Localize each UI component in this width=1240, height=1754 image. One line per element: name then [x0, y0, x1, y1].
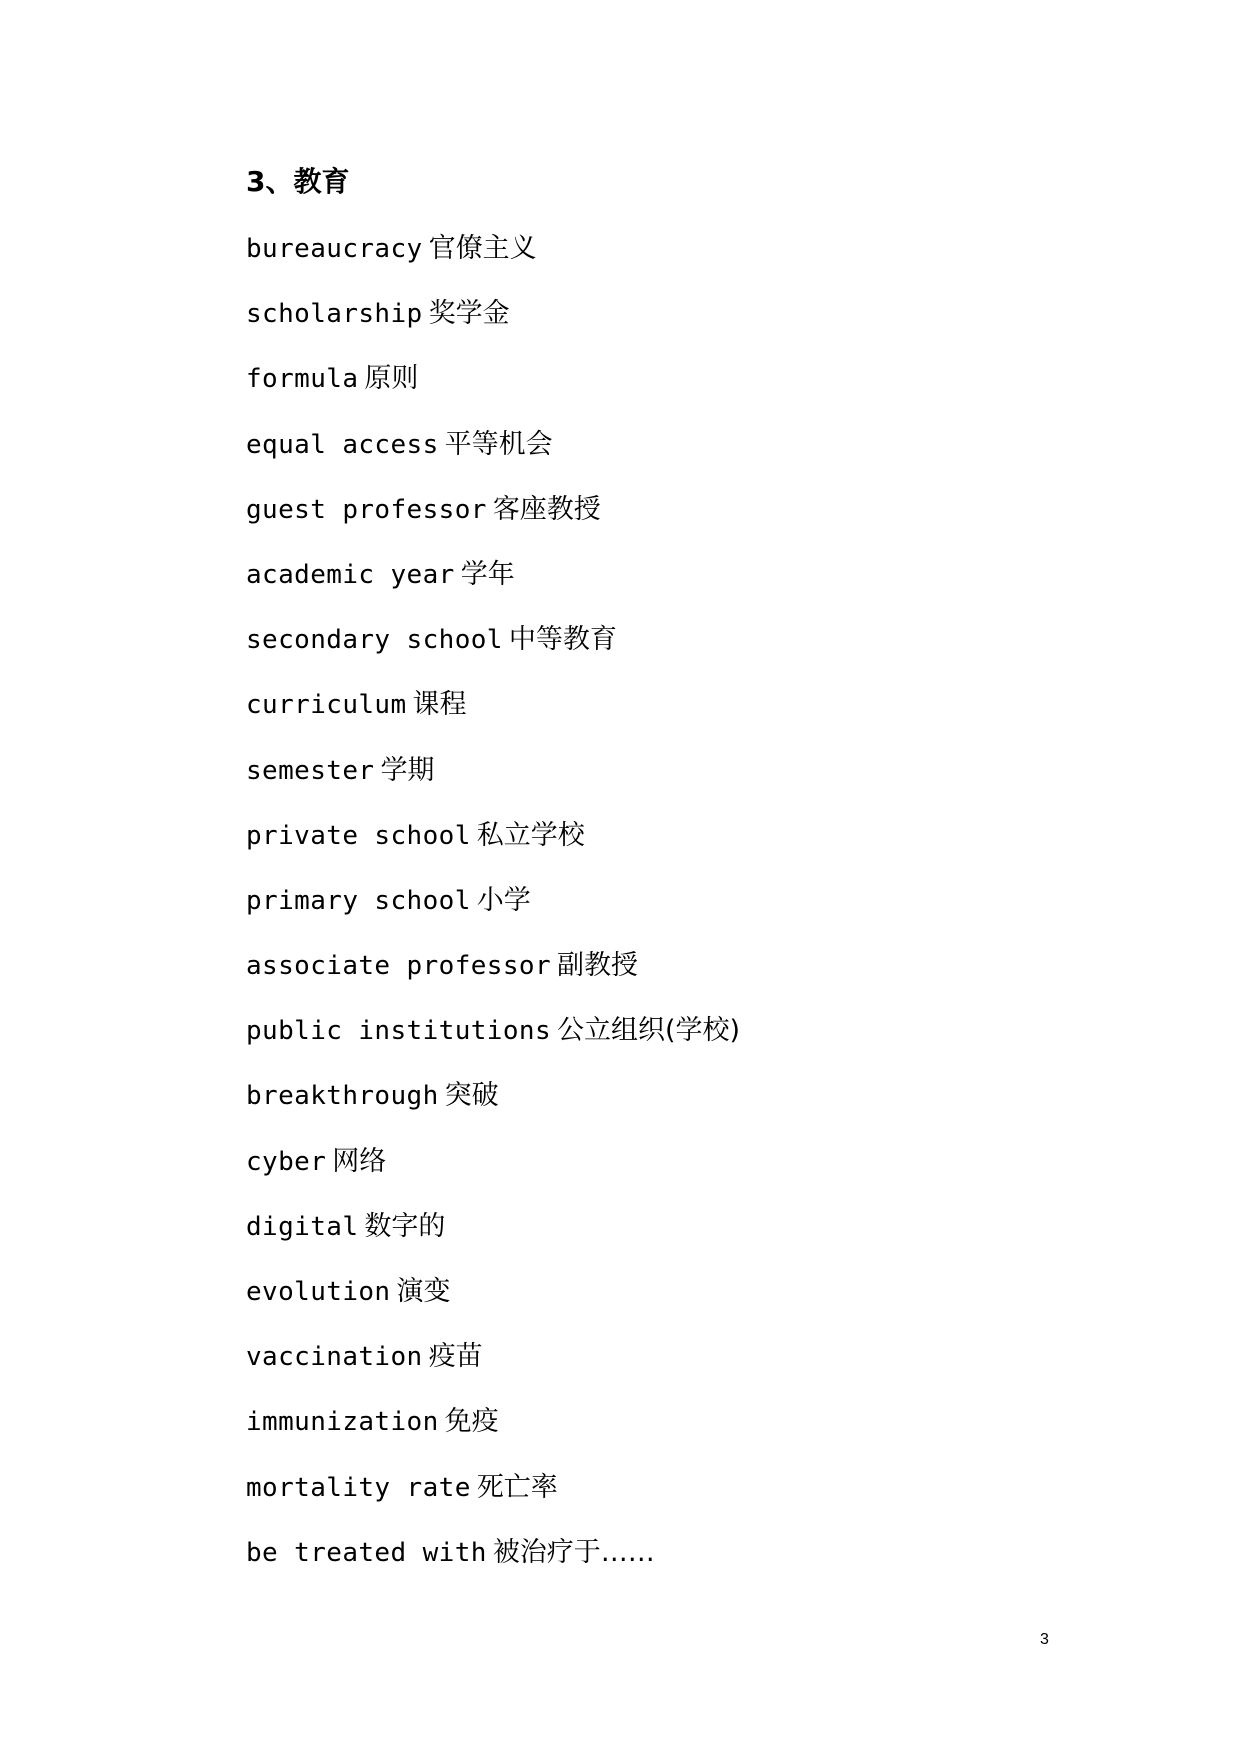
vocab-term: equal access	[246, 429, 439, 460]
vocab-gloss: 课程	[412, 689, 467, 721]
vocabulary-list	[246, 228, 740, 1597]
vocab-entry	[246, 554, 740, 619]
vocab-entry	[246, 945, 740, 1010]
vocab-term: academic year	[246, 559, 455, 590]
vocab-gloss: 中等教育	[508, 624, 617, 656]
vocab-entry	[246, 1467, 740, 1532]
vocab-entry	[246, 1141, 740, 1206]
vocab-gloss: 私立学校	[476, 819, 585, 851]
vocab-gloss: 被治疗于……	[492, 1536, 655, 1568]
vocab-term: private school	[246, 820, 471, 851]
vocab-entry	[246, 424, 740, 489]
vocab-gloss: 客座教授	[492, 493, 601, 525]
vocab-gloss: 官僚主义	[428, 233, 537, 264]
vocab-gloss: 原则	[364, 363, 419, 395]
vocab-term: semester	[246, 755, 375, 786]
section-heading: 3、教育	[246, 165, 350, 198]
vocab-entry	[246, 293, 740, 358]
vocab-gloss: 小学	[476, 884, 531, 916]
vocab-term: evolution	[246, 1277, 391, 1307]
vocab-entry	[246, 1401, 740, 1466]
vocab-entry	[246, 880, 740, 945]
vocab-entry	[246, 489, 740, 554]
vocab-term: primary school	[246, 885, 471, 916]
vocab-term: be treated with	[246, 1537, 487, 1568]
vocab-gloss: 学年	[460, 558, 515, 590]
vocab-entry	[246, 750, 740, 815]
vocab-term: curriculum	[246, 690, 407, 721]
vocab-gloss: 公立组织(学校)	[557, 1015, 741, 1047]
vocab-gloss: 疫苗	[428, 1341, 483, 1373]
vocab-term: public institutions	[246, 1016, 552, 1047]
vocab-term: bureaucracy	[246, 234, 423, 264]
vocab-term: formula	[246, 364, 359, 395]
vocab-entry	[246, 619, 740, 684]
vocab-term: digital	[246, 1211, 359, 1242]
vocab-entry	[246, 228, 740, 293]
vocab-term: associate professor	[246, 951, 552, 982]
vocab-gloss: 免疫	[444, 1406, 499, 1438]
vocab-gloss: 奖学金	[428, 298, 510, 330]
vocab-gloss: 演变	[396, 1276, 451, 1307]
vocab-entry	[246, 684, 740, 749]
vocab-gloss: 平等机会	[444, 428, 553, 460]
page-number: 3	[1040, 1631, 1049, 1648]
vocab-entry	[246, 1336, 740, 1401]
vocab-entry	[246, 1206, 740, 1271]
vocab-term: cyber	[246, 1146, 327, 1177]
vocab-entry	[246, 1075, 740, 1140]
vocab-entry	[246, 1271, 740, 1336]
vocab-gloss: 网络	[332, 1145, 387, 1177]
vocab-gloss: 学期	[380, 754, 435, 786]
vocab-gloss: 数字的	[364, 1210, 446, 1242]
vocab-entry	[246, 815, 740, 880]
vocab-gloss: 副教授	[557, 950, 639, 982]
vocab-entry	[246, 358, 740, 423]
vocab-entry	[246, 1532, 740, 1597]
vocab-term: immunization	[246, 1407, 439, 1438]
vocab-term: scholarship	[246, 299, 423, 330]
vocab-gloss: 死亡率	[476, 1471, 558, 1503]
vocab-term: guest professor	[246, 494, 487, 525]
vocab-gloss: 突破	[444, 1080, 499, 1112]
vocab-term: mortality rate	[246, 1472, 471, 1503]
vocab-term: breakthrough	[246, 1081, 439, 1112]
vocab-entry	[246, 1010, 740, 1075]
vocab-term: vaccination	[246, 1342, 423, 1373]
vocab-term: secondary school	[246, 625, 503, 656]
